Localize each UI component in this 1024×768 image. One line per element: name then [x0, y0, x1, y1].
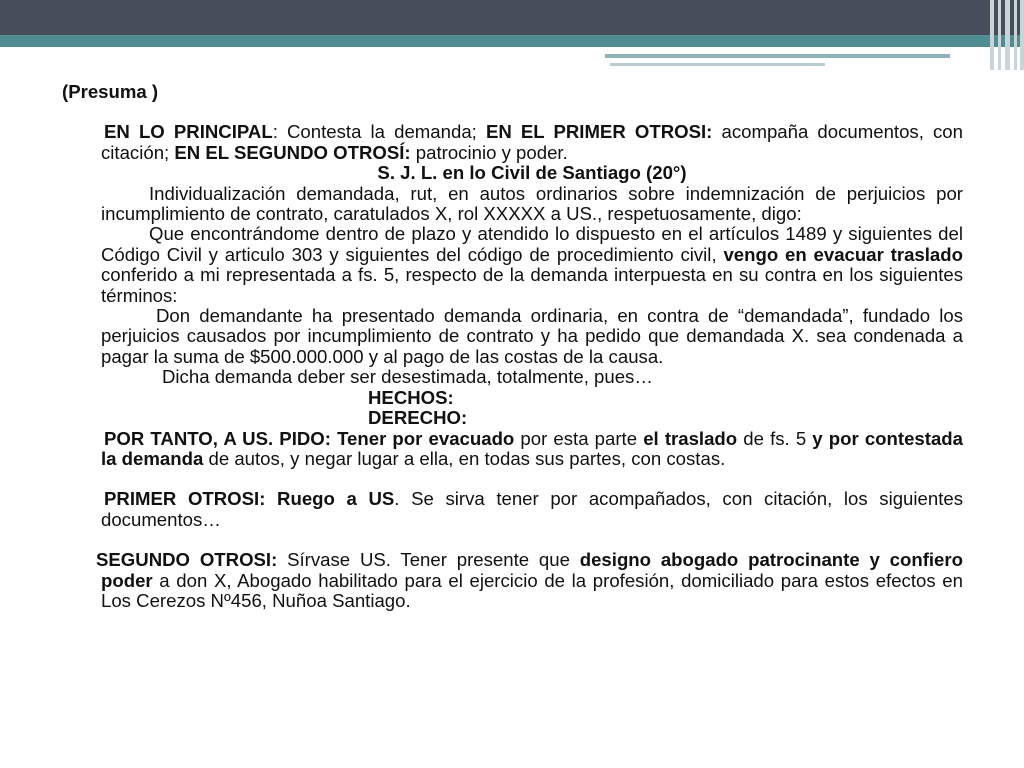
por-tanto-paragraph [101, 429, 963, 470]
segundo-otrosi-bold-1: SEGUNDO OTROSI: [96, 549, 278, 571]
por-tanto-text-1: por esta parte [514, 427, 644, 449]
otrosi2-text: patrocinio y poder. [410, 141, 568, 163]
que-bold: vengo en evacuar traslado [723, 243, 963, 265]
hechos-heading: HECHOS: [368, 386, 454, 408]
primer-otrosi-paragraph [101, 489, 963, 530]
que-text-2: conferido a mi representada a fs. 5, respecto de la demanda interpuesta en su contra en los siguientes términos: [101, 264, 963, 306]
por-tanto-bold-2: el traslado [643, 427, 738, 449]
que-text-1: Que encontrándome dentro de plazo y atendido lo dispuesto en el artículos 1489 y siguientes del Código Civil y articulo 303 y siguientes del código de procedimiento civil, [101, 223, 963, 265]
otrosi1-label: EN EL PRIMER OTROSI: [485, 121, 713, 143]
por-tanto-text-2: de fs. 5 [737, 427, 813, 449]
dicha-paragraph: Dicha demanda deber ser desestimada, totalmente, pues… [162, 366, 653, 388]
header-accent-line [605, 54, 950, 58]
primer-otrosi-bold: PRIMER OTROSI: Ruego a US [104, 488, 395, 510]
header-dark-bar [0, 0, 1024, 35]
primer-otrosi-text: . Se sirva tener por acompañados, con citación, los siguientes documentos… [101, 488, 963, 530]
sumilla-paragraph [101, 122, 963, 163]
header-accent-line-short [610, 63, 825, 66]
por-tanto-text-3: de autos, y negar lugar a ella, en todas sus partes, con costas. [203, 447, 726, 469]
individualizacion-paragraph: Individualización demandada, rut, en autos ordinarios sobre indemnización de perjuicios por incumplimiento de contrato, caratulados X, rol XXXXX a US., respetuosamente, digo: [101, 182, 963, 225]
derecho-heading: DERECHO: [368, 407, 468, 429]
por-tanto-bold-1: POR TANTO, A US. PIDO: Tener por evacuado [104, 427, 515, 449]
segundo-otrosi-paragraph [96, 549, 963, 611]
por-tanto-bold-3: y por contestada la demanda [101, 427, 963, 469]
otrosi1-text: acompaña documentos, con citación; [101, 121, 963, 163]
header-vertical-stripes [988, 0, 1024, 70]
otrosi2-label: EN EL SEGUNDO OTROSÍ: [174, 141, 411, 163]
header-teal-bar [0, 35, 1024, 47]
legal-document [62, 81, 963, 611]
don-paragraph: Don demandante ha presentado demanda ordinaria, en contra de “demandada”, fundado los perjuicios causados por incumplimiento de contrato y ha pedido que demandada X. sea condenada a pagar la suma de $500.000.000 y al pago de las costas de la causa. [101, 305, 963, 367]
segundo-otrosi-bold-2: designo abogado patrocinante y confiero poder [101, 549, 963, 591]
segundo-otrosi-text-2: a don X, Abogado habilitado para el ejercicio de la profesión, domiciliado para estos efectos en Los Cerezos Nº456, Nuñoa Santiago. [101, 569, 963, 611]
segundo-otrosi-text-1: Sírvase US. Tener presente que [277, 549, 580, 571]
court-heading: S. J. L. en lo Civil de Santiago (20°) [377, 162, 687, 184]
que-paragraph [101, 224, 963, 306]
principal-label: EN LO PRINCIPAL [104, 121, 273, 143]
presuma-heading: (Presuma ) [62, 81, 159, 102]
principal-text: : Contesta la demanda; [272, 121, 486, 143]
